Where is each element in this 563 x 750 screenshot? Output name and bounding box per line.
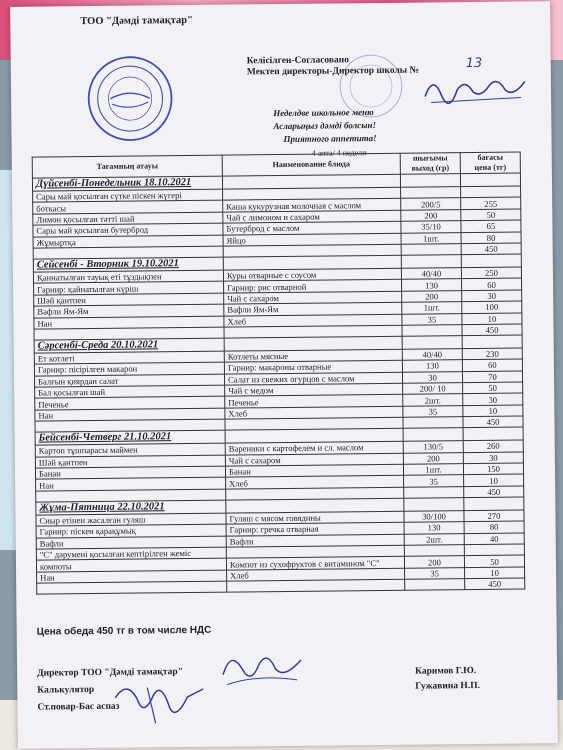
day-title: Дүйсенбі-Понедельник 18.10.2021 [32, 176, 222, 191]
empty-cell [461, 254, 521, 268]
dish-price: 10 [462, 313, 522, 325]
dish-name-kz: Шәй қантпен [34, 293, 224, 306]
dish-price: 230 [462, 348, 522, 360]
empty-cell [403, 417, 463, 429]
dish-name-kz: Лимон қосылған тәтті шай [33, 212, 223, 225]
week-label: 4 апта/ 4 недели [311, 148, 367, 158]
header-name-kz: Тағамның атауы [32, 155, 222, 178]
dish-output: 1шт. [401, 232, 461, 244]
dish-output: 130 [402, 279, 462, 291]
dish-output: 35 [405, 567, 465, 579]
dish-name-kz: компоты [36, 558, 226, 571]
dish-name-kz: Қаннатылған тауық еті тұздықпен [33, 270, 223, 283]
dish-name-kz: боткасы [33, 201, 223, 214]
dish-output: 40/40 [402, 349, 462, 361]
dish-name-kz: Гарнир: піскен қарақұмық [36, 524, 226, 537]
dish-price: 10 [463, 405, 523, 417]
dish-output: 2шт. [403, 394, 463, 406]
dish-name-kz: Нан [36, 478, 226, 491]
menu-document [10, 1, 558, 749]
dish-name-ru: Гарнир: макароны отварные [224, 361, 402, 374]
lunch-price-note: Цена обеда 450 тг в том числе НДС [36, 624, 212, 638]
school-number: 13 [465, 55, 483, 72]
dish-output: 200 [404, 556, 464, 568]
day-title: Жұма-Пятница 22.10.2021 [36, 500, 226, 515]
empty-cell [404, 497, 464, 511]
dish-price: 30 [462, 290, 522, 302]
dish-output: 200 [402, 290, 462, 302]
day-title: Сейсенбі - Вторник 19.10.2021 [33, 257, 223, 272]
director-name: Каримов Г.Ю. [415, 666, 477, 677]
day-total: 450 [464, 486, 524, 498]
dish-name-ru: Банан [225, 464, 403, 477]
dish-output: 2шт. [404, 533, 464, 545]
empty-cell [401, 255, 461, 269]
dish-output: 35 [402, 313, 462, 325]
dish-name-ru: Хлеб [224, 314, 402, 327]
dish-price: 30 [463, 452, 523, 464]
dish-name-ru: Хлеб [227, 568, 405, 581]
day-total: 450 [461, 243, 521, 255]
company-name: ТОО "Дәмді тамақтар" [80, 14, 194, 28]
empty-cell [402, 336, 462, 350]
dish-name-kz: "С" дәрумені қосылған кептірілген жеміс [36, 547, 226, 560]
dish-name-ru: Чай с медом [225, 383, 403, 396]
dish-price: 80 [464, 521, 524, 533]
header-name-ru: Наименование блюда [222, 153, 400, 176]
calculator-signature [107, 677, 218, 728]
dish-price: 10 [465, 567, 525, 579]
day-total: 450 [462, 324, 522, 336]
dish-name-kz: Сиыр етінен жасалған гуляш [36, 513, 226, 526]
dish-price: 60 [462, 359, 522, 371]
dish-output [404, 545, 464, 557]
empty-cell [460, 173, 520, 187]
dish-name-ru: Печенье [225, 395, 403, 408]
empty-cell [402, 325, 462, 337]
empty-cell [462, 335, 522, 349]
dish-output: 130/5 [403, 441, 463, 453]
dish-name-kz: Гарнир: пісірілген макарон [34, 362, 224, 375]
dish-name-ru: Гарнир: рис отварной [224, 280, 402, 293]
dish-price: 50 [461, 209, 521, 221]
dish-name-kz: Банан [35, 466, 225, 479]
dish-name-ru: Хлеб [226, 476, 404, 489]
dish-price: 65 [461, 220, 521, 232]
dish-name-kz: Печенье [35, 397, 225, 410]
dish-name-ru: Бутерброд с маслом [223, 221, 401, 234]
head-cook-label: Ст.повар-Бас аспаз [37, 701, 120, 713]
bon-appetit-ru: Приятного аппетита! [283, 133, 377, 144]
dish-name-kz: Нан [35, 408, 225, 421]
empty-cell [401, 244, 461, 256]
dish-name-kz: Гарнир: қайнатылған күріш [34, 281, 224, 294]
dish-name-kz: Вафли [36, 536, 226, 549]
dish-output: 200 [401, 209, 461, 221]
dish-name-ru: Вафли [226, 534, 404, 547]
dish-name-kz: Картоп тұшпарасы маймен [35, 443, 225, 456]
approval-agreed: Келісілген-Согласовано [246, 55, 350, 67]
day-title: Бейсенбі-Четверг 21.10.2021 [35, 430, 225, 445]
dish-name-ru: Чай с сахаром [224, 291, 402, 304]
dish-name-ru: Яйцо [223, 233, 401, 246]
dish-name-ru: Куры отварные с соусом [223, 268, 401, 281]
dish-price [464, 544, 524, 556]
dish-price: 70 [462, 371, 522, 383]
day-total: 450 [465, 578, 525, 590]
dish-output: 30/100 [404, 510, 464, 522]
dish-price: 250 [461, 267, 521, 279]
dish-name-ru: Каша кукурузная молочная с маслом [223, 199, 401, 212]
dish-name-kz: Нан [34, 316, 224, 329]
dish-output: 35 [404, 475, 464, 487]
dish-output: 30 [402, 371, 462, 383]
dish-name-kz: Вафли Ям-Ям [34, 304, 224, 317]
dish-price: 50 [464, 555, 524, 567]
empty-cell [227, 579, 405, 592]
dish-output: 35/10 [401, 221, 461, 233]
dish-output: 1шт. [402, 302, 462, 314]
director-signature [217, 644, 308, 695]
dish-price: 10 [464, 474, 524, 486]
dish-output: 40/40 [401, 268, 461, 280]
dish-price: 260 [463, 440, 523, 452]
dish-output: 130 [404, 522, 464, 534]
header-output: шығымы выход (гр) [400, 153, 460, 175]
empty-cell [464, 497, 524, 511]
empty-cell [404, 486, 464, 498]
dish-name-ru: Гуляш с мясом говядины [226, 511, 404, 524]
dish-output: 200/ 10 [403, 383, 463, 395]
dish-price: 100 [462, 301, 522, 313]
dish-output: 200/5 [401, 198, 461, 210]
calculator-label: Калькулятор [37, 685, 95, 696]
dish-name-ru: Вафли Ям-Ям [224, 302, 402, 315]
menu-table [32, 152, 526, 595]
empty-cell [403, 428, 463, 442]
dish-output: 1шт. [403, 464, 463, 476]
dish-name-ru: Салат из свежих огурцов с маслом [224, 372, 402, 385]
dish-name-ru: Гарнир: гречка отварная [226, 522, 404, 535]
dish-price: 150 [463, 463, 523, 475]
bon-appetit-kz: Асларыңыз дәмді болсын! [273, 120, 377, 132]
dish-name-kz: Нан [37, 570, 227, 583]
approval-director: Мектеп директоры-Директор школы № [246, 65, 420, 78]
empty-cell [37, 581, 227, 594]
dish-price [461, 186, 521, 198]
dish-name-ru: Чай с лимоном и сахаром [223, 210, 401, 223]
day-title: Сәрсенбі-Среда 20.10.2021 [34, 338, 224, 353]
dish-name-kz: Сары май қосылған сүтке піскен жүгері [33, 189, 223, 202]
director-label: Директор ТОО "Дәмді тамақтар" [37, 667, 184, 679]
dish-name-kz: Бал қосылған шай [35, 385, 225, 398]
day-total: 450 [463, 416, 523, 428]
dish-price: 50 [463, 382, 523, 394]
header-price: бағасы цена (тг) [460, 152, 520, 174]
dish-price: 270 [464, 510, 524, 522]
empty-cell [463, 427, 523, 441]
company-stamp [85, 53, 176, 144]
dish-name-kz: Балғын қиярдан салат [34, 374, 224, 387]
dish-price: 60 [462, 278, 522, 290]
calculator-name: Гужавина Н.П. [415, 680, 481, 692]
dish-name-kz: Жұмыртқа [33, 235, 223, 248]
menu-title: Неделдве школьное меню [273, 107, 374, 119]
dish-name-ru: Чай с сахаром [225, 453, 403, 466]
dish-name-ru: Компот из сухофруктов с витамином "С" [226, 557, 404, 570]
dish-name-kz: Шәй қантпен [35, 455, 225, 468]
dish-name-ru: Хлеб [225, 406, 403, 419]
dish-name-kz: Ет котлеті [34, 351, 224, 364]
dish-output: 130 [402, 360, 462, 372]
empty-cell [405, 579, 465, 591]
dish-name-ru: Вареники с картофелем и сл. маслом [225, 442, 403, 455]
dish-output [401, 187, 461, 199]
dish-price: 30 [463, 393, 523, 405]
dish-name-ru: Котлеты мясные [224, 349, 402, 362]
dish-price: 40 [464, 533, 524, 545]
dish-name-kz: Сары май қосылған бутерброд [33, 223, 223, 236]
dish-price: 80 [461, 232, 521, 244]
dish-output: 35 [403, 405, 463, 417]
school-director-signature [421, 67, 531, 108]
empty-cell [400, 174, 460, 188]
dish-output: 200 [403, 452, 463, 464]
dish-price: 255 [461, 197, 521, 209]
